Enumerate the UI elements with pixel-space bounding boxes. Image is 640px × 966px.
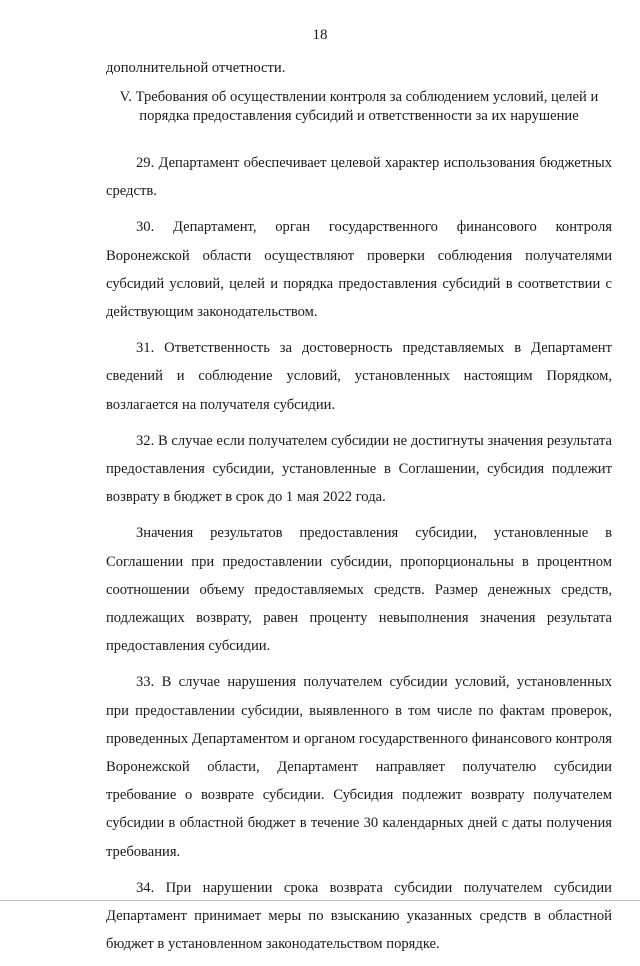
paragraph-34: 34. При нарушении срока возврата субсидии получателем субсидии Департамент принимает меры по взысканию указанных средств в областной бюджет в установленном законодательством порядке. xyxy=(106,879,612,953)
page-number: 18 xyxy=(312,27,328,43)
section-heading: V. Требования об осуществлении контроля за соблюдением условий, целей и порядка предоставления субсидий и ответственности за их нарушение xyxy=(119,89,599,124)
paragraph-32-continuation: Значения результатов предоставления субсидии, установленные в Соглашении при предоставлении субсидии, пропорциональны в процентном соотношении объему предоставляемых средств. Размер денежных средств, подлежащих возврату, равен проценту невыполнения значения результата предоставления субсидии. xyxy=(106,525,612,655)
bottom-edge-line xyxy=(0,900,640,901)
document-body xyxy=(106,149,612,966)
paragraph-30: 30. Департамент, орган государственного финансового контроля Воронежской области осуществляют проверки соблюдения получателями субсидий условий, целей и порядка предоставления субсидий в соответствии с действующим законодательством. xyxy=(106,219,612,321)
paragraph-31: 31. Ответственность за достоверность представляемых в Департамент сведений и соблюдение условий, установленных настоящим Порядком, возлагается на получателя субсидии. xyxy=(106,340,612,413)
paragraph-29: 29. Департамент обеспечивает целевой характер использования бюджетных средств. xyxy=(106,155,612,200)
continuation-line: дополнительной отчетности. xyxy=(106,60,286,76)
paragraph-33: 33. В случае нарушения получателем субсидии условий, установленных при предоставлении субсидии, выявленного в том числе по фактам проверок, проведенных Департаментом и органом государственного финансового контроля Воронежской области, Департамент направляет получателю субсидии требование о возврате субсидии. Субсидия подлежит возврату получателем субсидии в областной бюджет в течение 30 календарных дней с даты получения требования. xyxy=(106,674,612,860)
paragraph-32: 32. В случае если получателем субсидии не достигнуты значения результата предоставления субсидии, установленные в Соглашении, субсидия подлежит возврату в бюджет в срок до 1 мая 2022 года. xyxy=(106,432,612,506)
